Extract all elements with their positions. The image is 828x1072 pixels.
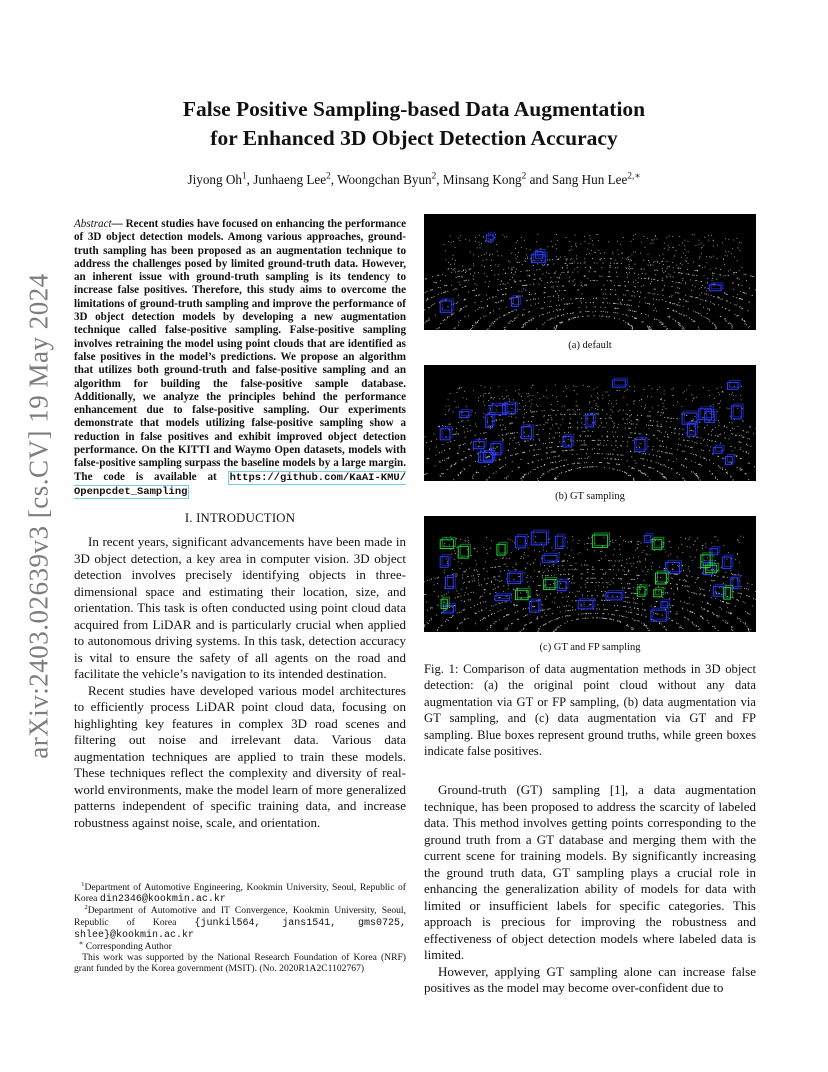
figure-1 xyxy=(424,214,756,759)
author: Woongchan Byun$^2$ xyxy=(337,170,437,187)
figure-caption: Fig. 1: Comparison of data augmentation methods in 3D object detection: (a) the original point cloud without any data augmentation via GT or FP sampling, (b) data augmentation via GT sampling, and (c) data augmentation via GT and FP sampling. Blue boxes represent ground truths, while green boxes indicate false positives. xyxy=(424,662,756,759)
footnote-4: This work was supported by the National Research Foundation of Korea (NRF) grant funded by the Korea government (MSIT). (No. 2020R1A2C1102767) xyxy=(74,952,407,975)
footnote-3: ∗ Corresponding Author xyxy=(78,939,172,953)
title-line-2: for Enhanced 3D Object Detection Accuracy xyxy=(210,126,618,150)
abstract: Abstract— Recent studies have focused on enhancing the performance of 3D object detection models. Among various approaches, ground-truth sampling has been proposed as an augmentation technique to address the challenges posed by limited ground-truth data. However, an inherent issue with ground-truth sampling is its tendency to increase false positives. Therefore, this study aims to overcome the limitations of ground-truth sampling and improve the performance of 3D object detection models by developing a new augmentation technique called false-positive sampling. False-positive sampling involves retraining the model using point clouds that are identified as false positives in the model’s predictions. We propose an algorithm that utilizes both ground-truth and false-positive sampling and an algorithm for building the false-positive sample database. Additionally, we analyze the principles behind the performance enhancement due to false-positive sampling. Our experiments demonstrate that models utilizing false-positive sampling show a reduction in false positives and exhibit improved object detection performance. On the KITTI and Waymo Open datasets, models with false-positive sampling surpass the baseline models by a large margin. The code is available at https://github.com/KaAI-KMU/ Openpcdet_Sampling xyxy=(74,218,406,498)
title-line-1: False Positive Sampling-based Data Augmentation xyxy=(182,97,646,121)
code-link[interactable]: https://github.com/KaAI-KMU/ Openpcdet_Sampling xyxy=(74,471,406,498)
author: Sang Hun Lee$^{2,∗}$ xyxy=(551,170,641,187)
false-positive-boxes xyxy=(440,533,732,609)
lidar-image-gt-sampling xyxy=(424,365,756,481)
author: Minsang Kong$^2$ xyxy=(442,170,527,187)
point-cloud xyxy=(424,234,756,330)
section-heading-introduction: I. INTRODUCTION xyxy=(184,511,296,526)
footnote-1: $^1$Department of Automotive Engineering, Kookmin University, Seoul, Republic of Korea din2346@kookmin.ac.kr xyxy=(74,880,407,906)
subcaption-c: (c) GT and FP sampling xyxy=(539,642,641,653)
lidar-image-gt-fp-sampling xyxy=(424,516,756,632)
abstract-label: Abstract xyxy=(74,218,112,230)
footnote-2: $^2$Department of Automotive and IT Convergence, Kookmin University, Seoul, Republic of Korea {junkil564, jans1541, gms0725, shlee}@kookmin.ac.kr xyxy=(74,904,406,941)
subcaption-b: (b) GT sampling xyxy=(555,491,625,502)
ground-truth-boxes xyxy=(440,233,723,312)
abstract-text: Recent studies have focused on enhancing the performance of 3D object detection models. Among various approaches, ground-truth sampling has been proposed as an augmentation technique to address the challenges posed by limited ground-truth data. However, an inherent issue with ground-truth sampling is its tendency to increase false positives. Therefore, this study aims to overcome the limitations of ground-truth sampling and improve the performance of 3D object detection models by developing a new augmentation technique called false-positive sampling. False-positive sampling involves retraining the model using point clouds that are identified as false positives in the model’s predictions. We propose an algorithm that utilizes both ground-truth and false-positive sampling and an algorithm for building the false-positive sample database. Additionally, we analyze the principles behind the performance enhancement due to false-positive sampling. Our experiments demonstrate that models utilizing false-positive sampling show a reduction in false positives and exhibit improved object detection performance. On the KITTI and Waymo Open datasets, models with false-positive sampling surpass the baseline models by a large margin. The code is available at xyxy=(74,218,406,483)
arxiv-id: arXiv:2403.02639v3 [cs.CV] 19 May 2024 xyxy=(23,273,54,759)
author-list: Jiyong Oh$^1$, Junhaeng Lee$^2$, Woongchan Byun$^2$, Minsang Kong$^2$ and Sang Hun Lee$^{2,∗}$ xyxy=(187,170,641,187)
footnotes xyxy=(74,882,406,975)
body-paragraph-however: However, applying GT sampling alone can increase false positives as the model may become over-confident due to xyxy=(424,963,756,995)
email-1[interactable]: din2346@kookmin.ac.kr xyxy=(99,894,226,906)
left-column xyxy=(74,218,406,831)
author: Jiyong Oh$^1$ xyxy=(187,170,247,187)
email-2[interactable]: {junkil564, jans1541, gms0725, shlee}@kookmin.ac.kr xyxy=(74,917,406,941)
point-cloud xyxy=(424,536,756,632)
right-body xyxy=(424,782,756,997)
ground-truth-boxes xyxy=(440,530,740,621)
lidar-image-default xyxy=(424,214,756,330)
arxiv-stamp xyxy=(23,273,54,759)
subcaption-a: (a) default xyxy=(568,340,612,351)
paper-title xyxy=(120,95,708,153)
author: Junhaeng Lee$^2$ xyxy=(253,170,331,187)
intro-paragraph-2: Recent studies have developed various model architectures to efficiently process LiDAR point cloud data, focusing on highlighting key features in complex 3D road scenes and filtering out noise and irrelevant data. Various data augmentation techniques are applied to train these models. These techniques reflect the complexity and diversity of real-world environments, make the model learn of more generalized patterns independent of specific training data, and increase robustness against noise, scale, and orientation. xyxy=(74,682,406,830)
ground-truth-boxes xyxy=(440,378,743,464)
point-cloud xyxy=(424,385,756,482)
body-paragraph-gt-sampling: Ground-truth (GT) sampling [1], a data augmentation technique, has been proposed to address the scarcity of labeled data. This method involves getting points corresponding to the ground truth from a GT database and merging them with the current scene for training models. By significantly increasing the ground truth data, GT sampling plays a crucial role in enhancing the generalization ability of models for data with limited or insufficient labels for specific categories. This approach is precious for improving the robustness and effectiveness of object detection models where labeled data is limited. xyxy=(424,782,756,962)
intro-paragraph-1: In recent years, significant advancements have been made in 3D object detection, a key area in computer vision. 3D object detection involves precisely identifying objects in three-dimensional space and estimating their location, size, and orientation. This task is often conducted using point cloud data acquired from LiDAR and is particularly crucial when applied to autonomous driving systems. In this task, detection accuracy is vital to ensure the safety of all agents on the road and facilitate the vehicle’s navigation to its intended destination. xyxy=(74,534,406,682)
